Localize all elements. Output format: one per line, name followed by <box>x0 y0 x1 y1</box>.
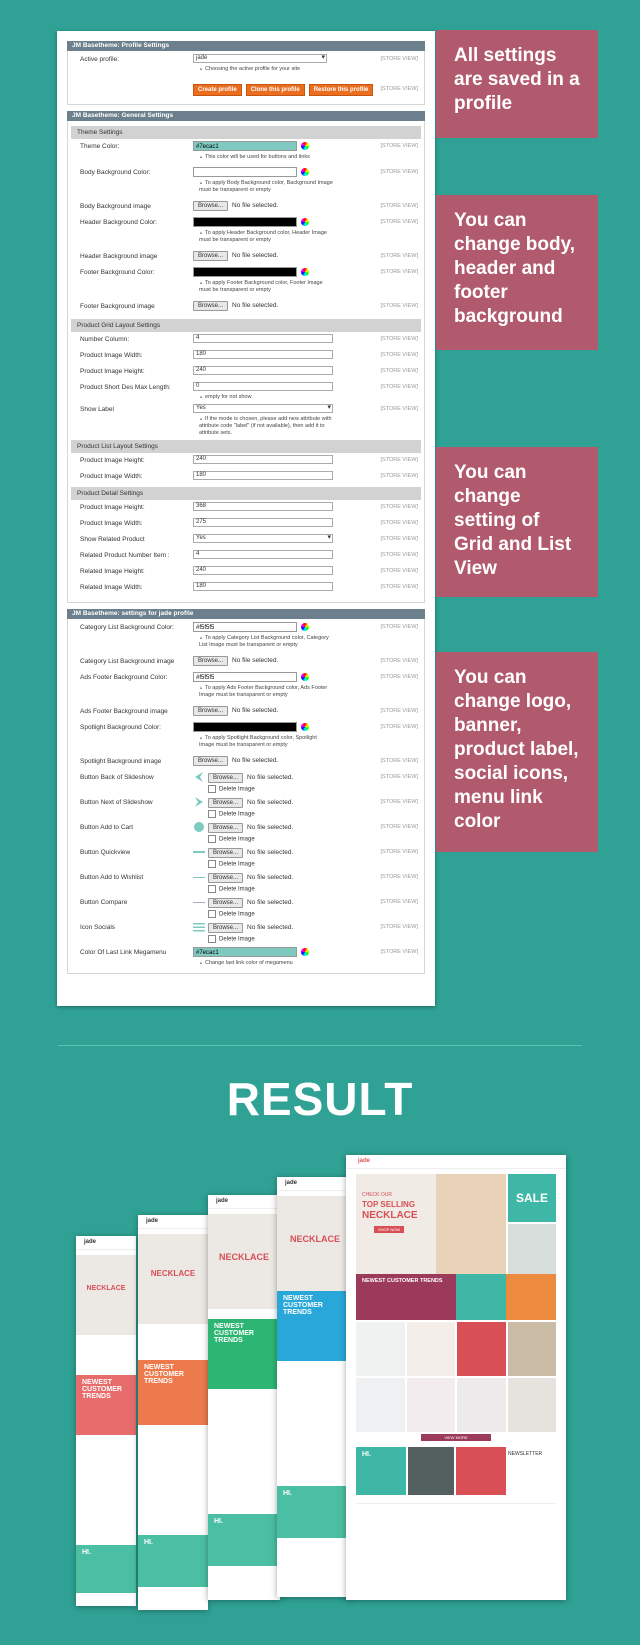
setting-row <box>68 382 424 404</box>
setting-input[interactable]: 240 <box>193 566 333 575</box>
browse-button[interactable]: Browse... <box>193 201 228 211</box>
setting-input[interactable]: 240 <box>193 455 333 464</box>
product-tile <box>508 1378 557 1432</box>
delete-image-checkbox[interactable]: Delete Image <box>208 785 293 793</box>
active-profile-select[interactable]: jade ▾ <box>193 54 327 63</box>
setting-label: Header Background image <box>80 253 158 260</box>
no-file-label: No file selected. <box>247 898 294 906</box>
color-input[interactable]: #7ecac1 <box>193 947 297 957</box>
setting-input[interactable]: 4 <box>193 334 333 343</box>
no-file-label: No file selected. <box>247 773 294 781</box>
scope-label: [STORE VIEW] <box>380 568 418 574</box>
setting-label: Related Product Number Item : <box>80 552 170 559</box>
setting-label: Spotlight Background Color: <box>80 724 161 731</box>
result-screenshot-2 <box>138 1215 208 1610</box>
socials-icon <box>193 922 205 932</box>
setting-label: Ads Footer Background Color: <box>80 674 168 681</box>
browse-button[interactable]: Browse... <box>208 923 243 933</box>
scope-label: [STORE VIEW] <box>380 824 418 830</box>
browse-button[interactable]: Browse... <box>208 848 243 858</box>
no-file-label: No file selected. <box>232 707 279 714</box>
setting-row <box>68 471 424 487</box>
setting-label: Product Image Height: <box>80 457 145 464</box>
product-tile <box>407 1378 456 1432</box>
browse-button[interactable]: Browse... <box>193 706 228 716</box>
setting-label: Button Next of Slideshow <box>80 799 153 806</box>
scope-label: [STORE VIEW] <box>380 924 418 930</box>
color-picker-icon[interactable] <box>301 142 309 150</box>
setting-label: Icon Socials <box>80 924 116 931</box>
setting-note: ▲ Change last link color of megamenu <box>193 959 333 967</box>
callout-logo-banner: You can change logo, banner, product label, social icons, menu link color <box>436 652 598 852</box>
theme-settings-header: Theme Settings <box>71 126 421 139</box>
scope-label: [STORE VIEW] <box>380 169 418 175</box>
scope-label: [STORE VIEW] <box>380 799 418 805</box>
logo: jade <box>216 1198 229 1204</box>
color-picker-icon[interactable] <box>301 218 309 226</box>
hero-title: NECKLACE <box>218 1252 269 1262</box>
trends-band: NEWEST CUSTOMER TRENDS <box>208 1319 280 1389</box>
setting-label: Spotlight Background image <box>80 758 162 765</box>
product-tile <box>356 1322 405 1376</box>
color-input[interactable] <box>193 167 297 177</box>
setting-input[interactable]: 180 <box>193 582 333 591</box>
setting-label: Product Image Width: <box>80 352 143 359</box>
scope-label: [STORE VIEW] <box>380 406 418 412</box>
setting-input[interactable]: 275 <box>193 518 333 527</box>
setting-row <box>68 582 424 598</box>
scope-label: [STORE VIEW] <box>380 56 418 62</box>
detail-settings-header: Product Detail Settings <box>71 487 421 500</box>
browse-button[interactable]: Browse... <box>193 251 228 261</box>
product-tile <box>356 1378 405 1432</box>
scope-label: [STORE VIEW] <box>380 758 418 764</box>
no-file-label: No file selected. <box>232 252 279 259</box>
no-file-label: No file selected. <box>232 757 279 764</box>
result-title: RESULT <box>226 1073 414 1125</box>
clone-profile-button[interactable]: Clone this profile <box>246 84 305 96</box>
result-screenshot-4 <box>277 1177 353 1597</box>
scope-label: [STORE VIEW] <box>380 457 418 463</box>
jade-settings-section <box>67 619 425 974</box>
scope-label: [STORE VIEW] <box>380 520 418 526</box>
scope-label: [STORE VIEW] <box>380 552 418 558</box>
scope-label: [STORE VIEW] <box>380 352 418 358</box>
result-screenshot-5 <box>346 1155 566 1600</box>
scope-label: [STORE VIEW] <box>380 724 418 730</box>
scope-label: [STORE VIEW] <box>380 536 418 542</box>
scope-label: [STORE VIEW] <box>380 874 418 880</box>
phone-tile <box>506 1274 556 1320</box>
active-profile-row <box>68 54 424 84</box>
setting-row <box>68 267 424 301</box>
logo: jade <box>358 1158 371 1164</box>
setting-row <box>68 167 424 201</box>
setting-label: Theme Color: <box>80 143 120 150</box>
setting-label: Button Quickview <box>80 849 131 856</box>
no-file-label: No file selected. <box>247 798 294 806</box>
setting-label: Button Add to Wishlist <box>80 874 144 881</box>
color-input[interactable] <box>193 217 297 227</box>
hero-title: NECKLACE <box>289 1234 340 1244</box>
delete-image-checkbox[interactable]: Delete Image <box>208 835 293 843</box>
setting-label: Show Related Product <box>80 536 145 543</box>
delete-image-checkbox[interactable]: Delete Image <box>208 885 293 893</box>
setting-label: Ads Footer Background image <box>80 708 168 715</box>
active-profile-label: Active profile: <box>80 56 120 63</box>
logo: jade <box>84 1239 97 1245</box>
profile-buttons-row <box>68 84 424 100</box>
setting-row <box>68 656 424 672</box>
product-tile <box>457 1378 506 1432</box>
setting-row <box>68 404 424 438</box>
setting-label: Footer Background Color: <box>80 269 155 276</box>
scope-label: [STORE VIEW] <box>380 658 418 664</box>
setting-row <box>68 455 424 471</box>
arrow-right-icon <box>193 797 205 807</box>
hi-band: HI. <box>208 1514 280 1566</box>
compare-icon <box>193 897 205 907</box>
browse-button[interactable]: Browse... <box>208 823 243 833</box>
pendant-image <box>508 1224 556 1274</box>
setting-row <box>68 366 424 382</box>
trends-band: NEWEST CUSTOMER TRENDS <box>277 1291 353 1361</box>
scope-label: [STORE VIEW] <box>380 674 418 680</box>
color-input[interactable]: #f5f5f5 <box>193 672 297 682</box>
jade-settings-header: JM Basetheme: settings for jade profile <box>67 609 425 619</box>
hero-title: NECKLACE <box>150 1269 196 1278</box>
color-input[interactable]: #7ecac1 <box>193 141 297 151</box>
hero-title: NECKLACE <box>86 1285 126 1292</box>
callout-background: You can change body, header and footer background <box>436 195 598 350</box>
scope-label: [STORE VIEW] <box>380 899 418 905</box>
setting-label: Footer Background image <box>80 303 155 310</box>
grid-settings-header: Product Grid Layout Settings <box>71 319 421 332</box>
setting-row <box>68 772 424 797</box>
scope-label: [STORE VIEW] <box>380 86 418 92</box>
color-picker-icon[interactable] <box>301 268 309 276</box>
callout-profile: All settings are saved in a profile <box>436 30 598 138</box>
no-file-label: No file selected. <box>232 657 279 664</box>
color-picker-icon[interactable] <box>301 723 309 731</box>
scope-label: [STORE VIEW] <box>380 219 418 225</box>
callout-grid-list: You can change setting of Grid and List View <box>436 447 598 597</box>
setting-row <box>68 672 424 706</box>
hero-title-2: NECKLACE <box>362 1210 418 1221</box>
setting-select[interactable]: Yes ▾ <box>193 534 333 543</box>
hi-band: HI. <box>356 1447 406 1495</box>
setting-row <box>68 756 424 772</box>
browse-button[interactable]: Browse... <box>208 798 243 808</box>
browse-button[interactable]: Browse... <box>208 873 243 883</box>
scope-label: [STORE VIEW] <box>380 368 418 374</box>
setting-row <box>68 622 424 656</box>
info-tile <box>456 1274 506 1320</box>
scope-label: [STORE VIEW] <box>380 303 418 309</box>
profile-settings-section <box>67 51 425 105</box>
setting-row <box>68 534 424 550</box>
scope-label: [STORE VIEW] <box>380 253 418 259</box>
cart-circle-icon <box>193 822 205 832</box>
setting-row <box>68 947 424 969</box>
quickview-icon <box>193 847 205 857</box>
setting-input[interactable]: 180 <box>193 350 333 359</box>
scope-label: [STORE VIEW] <box>380 384 418 390</box>
scope-label: [STORE VIEW] <box>380 143 418 149</box>
no-file-label: No file selected. <box>232 302 279 309</box>
no-file-label: No file selected. <box>247 848 294 856</box>
setting-label: Number Column: <box>80 336 130 343</box>
setting-label: Product Image Height: <box>80 504 145 511</box>
setting-label: Product Short Des Max Length: <box>80 384 171 391</box>
setting-label: Product Image Height: <box>80 368 145 375</box>
setting-select[interactable]: Yes ▾ <box>193 404 333 413</box>
setting-input[interactable]: 180 <box>193 471 333 480</box>
section-divider <box>58 1045 582 1046</box>
product-tile <box>457 1322 506 1376</box>
browse-button[interactable]: Browse... <box>208 773 243 783</box>
setting-label: Related Image Width: <box>80 584 143 591</box>
scope-label: [STORE VIEW] <box>380 203 418 209</box>
setting-label: Button Back of Slideshow <box>80 774 154 781</box>
browse-button[interactable]: Browse... <box>193 656 228 666</box>
hi-band: HI. <box>76 1545 136 1593</box>
hi-band: HI. <box>138 1535 208 1587</box>
setting-label: Show Label <box>80 406 114 413</box>
footer <box>356 1503 556 1563</box>
no-file-label: No file selected. <box>247 873 294 881</box>
color-picker-icon[interactable] <box>301 948 309 956</box>
setting-row <box>68 822 424 847</box>
logo: jade <box>146 1218 159 1224</box>
scope-label: [STORE VIEW] <box>380 584 418 590</box>
color-picker-icon[interactable] <box>301 623 309 631</box>
list-settings-header: Product List Layout Settings <box>71 440 421 453</box>
browse-button[interactable]: Browse... <box>193 301 228 311</box>
delete-image-checkbox[interactable]: Delete Image <box>208 860 293 868</box>
setting-label: Button Add to Cart <box>80 824 134 831</box>
trends-band: NEWEST CUSTOMER TRENDS <box>138 1360 208 1425</box>
setting-label: Product Image Width: <box>80 520 143 527</box>
setting-input[interactable]: 240 <box>193 366 333 375</box>
setting-row <box>68 141 424 167</box>
setting-row <box>68 217 424 251</box>
admin-panel <box>57 31 435 1006</box>
scope-label: [STORE VIEW] <box>380 949 418 955</box>
setting-label: Header Background Color: <box>80 219 157 226</box>
setting-note: ▲ To apply Spotlight Background color, Spotlight Image must be transparent or empty <box>193 734 333 749</box>
delete-image-checkbox[interactable]: Delete Image <box>208 810 293 818</box>
setting-row <box>68 334 424 350</box>
setting-label: Related Image Height: <box>80 568 145 575</box>
scope-label: [STORE VIEW] <box>380 849 418 855</box>
setting-label: Product Image Width: <box>80 473 143 480</box>
scope-label: [STORE VIEW] <box>380 504 418 510</box>
setting-row <box>68 706 424 722</box>
color-input[interactable] <box>193 722 297 732</box>
setting-row <box>68 872 424 897</box>
scope-label: [STORE VIEW] <box>380 336 418 342</box>
setting-input[interactable]: 4 <box>193 550 333 559</box>
result-screenshot-1 <box>76 1236 136 1606</box>
setting-row <box>68 350 424 366</box>
color-input[interactable] <box>193 267 297 277</box>
scope-label: [STORE VIEW] <box>380 774 418 780</box>
hero-small: CHECK OUR <box>362 1192 393 1198</box>
setting-row <box>68 566 424 582</box>
shop-now-button[interactable]: SHOP NOW <box>374 1226 404 1233</box>
wishlist-icon <box>193 872 205 882</box>
keys-image <box>408 1447 454 1495</box>
profile-settings-header: JM Basetheme: Profile Settings <box>67 41 425 51</box>
result-screenshot-3 <box>208 1195 280 1600</box>
active-profile-note: ▲ Choosing the active profile for your site <box>193 65 333 73</box>
no-file-label: No file selected. <box>232 202 279 209</box>
setting-note: ▲ If the mode is chosen, please add new attribute with attribute code "label" (if not available), then add it to attribute sets. <box>193 415 333 437</box>
setting-label: Category List Background Color: <box>80 624 174 631</box>
setting-row <box>68 550 424 566</box>
setting-row <box>68 301 424 317</box>
delete-image-checkbox[interactable]: Delete Image <box>208 935 293 943</box>
setting-row <box>68 502 424 518</box>
hi-band: HI. <box>277 1486 353 1538</box>
view-more-button[interactable]: VIEW MORE <box>421 1434 491 1441</box>
trends-band: NEWEST CUSTOMER TRENDS <box>76 1375 136 1435</box>
color-input[interactable]: #f5f5f5 <box>193 622 297 632</box>
no-file-label: No file selected. <box>247 923 294 931</box>
general-settings-header: JM Basetheme: General Settings <box>67 111 425 121</box>
browse-button[interactable]: Browse... <box>208 898 243 908</box>
scope-label: [STORE VIEW] <box>380 473 418 479</box>
hero-title-1: TOP SELLING <box>362 1200 416 1209</box>
scope-label: [STORE VIEW] <box>380 269 418 275</box>
browse-button[interactable]: Browse... <box>193 756 228 766</box>
create-profile-button[interactable]: Create profile <box>193 84 242 96</box>
restore-profile-button[interactable]: Restore this profile <box>309 84 374 96</box>
setting-label: Body Background image <box>80 203 151 210</box>
setting-note: ▲ To apply Category List Background color, Category List Image must be transparent or empty <box>193 634 333 649</box>
delete-image-checkbox[interactable]: Delete Image <box>208 910 293 918</box>
no-file-label: No file selected. <box>247 823 294 831</box>
setting-note: ▲ To apply Footer Background color, Footer Image must be transparent or empty <box>193 279 333 294</box>
general-settings-section <box>67 121 425 603</box>
setting-row <box>68 797 424 822</box>
setting-row <box>68 251 424 267</box>
product-tile <box>508 1322 557 1376</box>
setting-input[interactable]: 368 <box>193 502 333 511</box>
logo: jade <box>285 1180 298 1186</box>
setting-input[interactable]: 0 <box>193 382 333 391</box>
setting-row <box>68 922 424 947</box>
color-picker-icon[interactable] <box>301 673 309 681</box>
hero-model-image <box>436 1174 506 1274</box>
setting-row <box>68 518 424 534</box>
setting-note: ▲ To apply Body Background color, Background Image must be transparent or empty <box>193 179 333 194</box>
scope-label: [STORE VIEW] <box>380 624 418 630</box>
setting-label: Button Compare <box>80 899 128 906</box>
setting-row <box>68 201 424 217</box>
setting-label: Category List Background image <box>80 658 175 665</box>
arrow-left-icon <box>193 772 205 782</box>
color-picker-icon[interactable] <box>301 168 309 176</box>
newsletter-title: NEWSLETTER <box>508 1451 543 1457</box>
setting-row <box>68 847 424 872</box>
setting-label: Body Background Color: <box>80 169 151 176</box>
trends-band: NEWEST CUSTOMER TRENDS <box>356 1274 456 1320</box>
scope-label: [STORE VIEW] <box>380 708 418 714</box>
setting-note: ▲ To apply Header Background color, Header Image must be transparent or empty <box>193 229 333 244</box>
delivery-tile <box>456 1447 506 1495</box>
setting-row <box>68 897 424 922</box>
product-tile <box>407 1322 456 1376</box>
sale-banner: SALE <box>508 1174 556 1222</box>
setting-note: ▲ This color will be used for buttons and links <box>193 153 333 161</box>
setting-label: Color Of Last Link Megamenu <box>80 949 167 956</box>
setting-note: ▲ To apply Ads Footer Background color, Ads Footer Image must be transparent or empty <box>193 684 333 699</box>
setting-row <box>68 722 424 756</box>
setting-note: ▲ empty for not show <box>193 393 333 401</box>
